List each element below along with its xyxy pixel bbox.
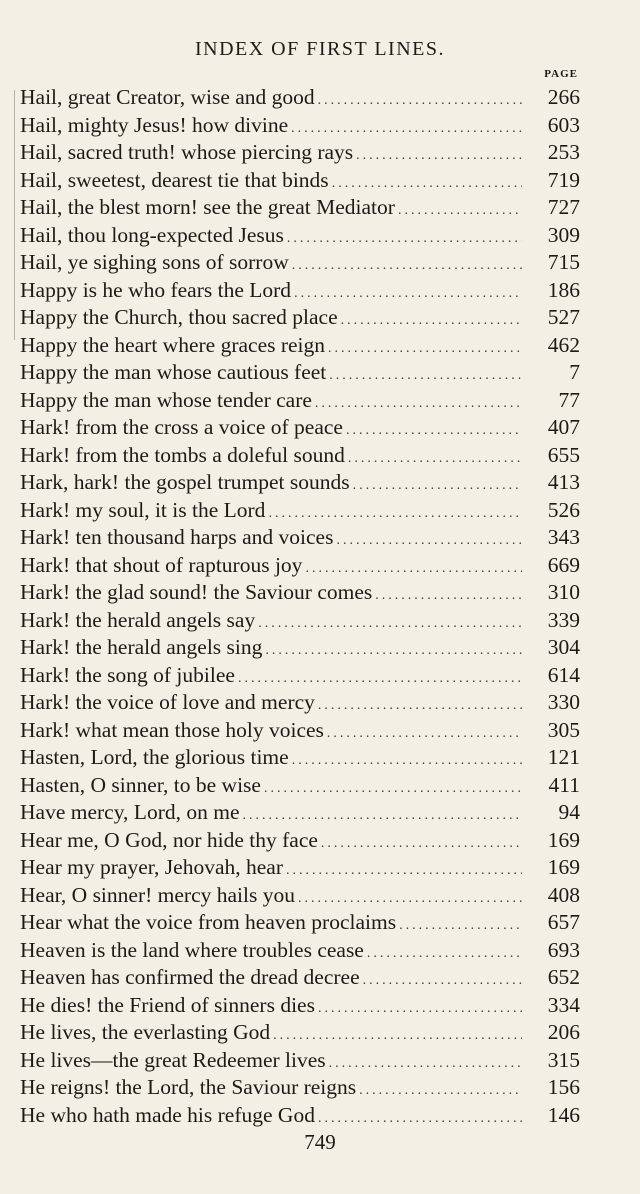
first-line-text: He who hath made his refuge God <box>20 1102 315 1127</box>
dot-leader <box>243 802 523 830</box>
dot-leader <box>329 362 522 390</box>
dot-leader <box>298 885 522 913</box>
dot-leader <box>265 637 522 665</box>
first-line-text: Happy the Church, thou sacred place <box>20 305 338 329</box>
index-entry <box>20 277 580 305</box>
page-reference: 408 <box>547 882 580 907</box>
index-entry <box>20 249 580 277</box>
page-reference: 411 <box>548 772 580 797</box>
index-entry <box>20 167 580 195</box>
dot-leader <box>346 417 522 445</box>
page-reference: 669 <box>547 552 580 577</box>
page-reference: 603 <box>547 112 580 137</box>
page-reference: 652 <box>547 965 580 989</box>
page-reference: 169 <box>547 827 580 852</box>
first-line-text: Hail, ye sighing sons of sorrow <box>20 250 289 274</box>
index-entry <box>20 304 580 332</box>
index-entry <box>20 827 580 855</box>
dot-leader <box>273 1022 522 1050</box>
index-entry <box>20 332 580 360</box>
page-reference: 266 <box>547 85 580 109</box>
first-line-text: Hasten, O sinner, to be wise <box>20 772 261 797</box>
index-entry <box>20 1102 580 1130</box>
page-reference: 186 <box>547 277 580 302</box>
dot-leader <box>318 995 522 1023</box>
first-line-text: Hail, mighty Jesus! how divine <box>20 112 289 137</box>
first-line-text: Happy the man whose cautious feet <box>20 360 327 384</box>
index-entry <box>20 84 580 112</box>
index-entry <box>20 387 580 415</box>
index-entry <box>20 854 580 882</box>
page-reference: 146 <box>547 1102 580 1127</box>
dot-leader <box>363 967 522 995</box>
first-line-text: Hear my prayer, Jehovah, hear <box>20 855 283 879</box>
dot-leader <box>264 775 522 803</box>
dot-leader <box>375 582 522 610</box>
page-reference: 7 <box>569 360 580 384</box>
page-reference: 77 <box>558 387 580 412</box>
dot-leader <box>398 197 522 225</box>
index-entry <box>20 194 580 222</box>
first-line-text: He reigns! the Lord, the Saviour reigns <box>20 1075 357 1099</box>
first-line-text: Hail, sacred truth! whose piercing rays <box>20 140 354 164</box>
index-entry <box>20 992 580 1020</box>
dot-leader <box>291 115 522 143</box>
dot-leader <box>238 665 522 693</box>
first-line-text: Hark, hark! the gospel trumpet sounds <box>20 470 350 494</box>
first-line-text: Hail, thou long-expected Jesus <box>20 222 284 247</box>
first-line-text: Hasten, Lord, the glorious time <box>20 745 289 769</box>
first-line-text: Hear, O sinner! mercy hails you <box>20 882 295 907</box>
first-line-text: Hear what the voice from heaven proclaims <box>20 910 397 934</box>
first-lines-index-list <box>20 84 580 1129</box>
dot-leader <box>329 1050 522 1078</box>
dot-leader <box>356 142 522 170</box>
index-entry <box>20 112 580 140</box>
dot-leader <box>286 857 522 885</box>
dot-leader <box>268 500 522 528</box>
page-reference: 655 <box>547 442 580 467</box>
margin-rule <box>14 90 15 340</box>
first-line-text: Hear me, O God, nor hide thy face <box>20 827 318 852</box>
dot-leader <box>318 1105 522 1133</box>
first-line-text: Hark! the glad sound! the Saviour comes <box>20 580 373 604</box>
index-entry <box>20 717 580 745</box>
first-line-text: Hark! my soul, it is the Lord <box>20 497 266 522</box>
page-reference: 253 <box>547 140 580 164</box>
page-number-folio: 749 <box>304 1130 336 1154</box>
index-entry <box>20 882 580 910</box>
page-reference: 462 <box>547 332 580 357</box>
page-reference: 343 <box>547 525 580 549</box>
first-line-text: Happy is he who fears the Lord <box>20 277 292 302</box>
dot-leader <box>294 280 522 308</box>
index-entry <box>20 964 580 992</box>
index-entry <box>20 414 580 442</box>
page-reference: 526 <box>547 497 580 522</box>
dot-leader <box>305 555 522 583</box>
first-line-text: Hark! the herald angels sing <box>20 635 263 659</box>
index-entry <box>20 1047 580 1075</box>
page-reference: 330 <box>547 690 580 714</box>
index-entry <box>20 744 580 772</box>
page-reference: 407 <box>547 415 580 439</box>
index-entry <box>20 689 580 717</box>
page-reference: 315 <box>547 1047 580 1072</box>
dot-leader <box>315 390 522 418</box>
page-reference: 719 <box>547 167 580 192</box>
page-reference: 527 <box>547 305 580 329</box>
first-line-text: Hark! the song of jubilee <box>20 662 235 687</box>
page-reference: 309 <box>547 222 580 247</box>
page-reference: 657 <box>547 910 580 934</box>
first-line-text: Hark! the voice of love and mercy <box>20 690 315 714</box>
page-reference: 727 <box>547 195 580 219</box>
index-entry <box>20 139 580 167</box>
first-line-text: Hark! ten thousand harps and voices <box>20 525 334 549</box>
index-entry <box>20 222 580 250</box>
index-entry <box>20 937 580 965</box>
dot-leader <box>287 225 522 253</box>
first-line-text: Hail, the blest morn! see the great Mediator <box>20 195 395 219</box>
index-entry <box>20 634 580 662</box>
page-reference: 715 <box>547 250 580 274</box>
index-entry <box>20 1019 580 1047</box>
first-line-text: Heaven has confirmed the dread decree <box>20 965 360 989</box>
page-reference: 156 <box>547 1075 580 1099</box>
dot-leader <box>341 307 522 335</box>
page-reference: 305 <box>547 717 580 742</box>
first-line-text: Hark! the herald angels say <box>20 607 256 632</box>
page-reference: 206 <box>547 1020 580 1044</box>
dot-leader <box>318 87 522 115</box>
page-reference: 334 <box>547 992 580 1017</box>
index-entry <box>20 909 580 937</box>
dot-leader <box>328 335 522 363</box>
first-line-text: Hark! from the cross a voice of peace <box>20 415 343 439</box>
index-entry <box>20 607 580 635</box>
index-entry <box>20 497 580 525</box>
page-reference: 693 <box>547 937 580 962</box>
page-title: INDEX OF FIRST LINES. <box>194 38 446 60</box>
index-entry <box>20 469 580 497</box>
index-entry <box>20 552 580 580</box>
first-line-text: Happy the heart where graces reign <box>20 332 326 357</box>
dot-leader <box>332 170 522 198</box>
first-line-text: He dies! the Friend of sinners dies <box>20 992 315 1017</box>
dot-leader <box>292 747 522 775</box>
first-line-text: Hark! that shout of rapturous joy <box>20 552 303 577</box>
index-entry <box>20 772 580 800</box>
first-line-text: Hail, great Creator, wise and good <box>20 85 315 109</box>
index-entry <box>20 359 580 387</box>
dot-leader <box>336 527 522 555</box>
index-entry <box>20 524 580 552</box>
page-reference: 339 <box>547 607 580 632</box>
first-line-text: Have mercy, Lord, on me <box>20 800 240 824</box>
dot-leader <box>321 830 522 858</box>
page-column-label: PAGE <box>544 68 578 80</box>
page-reference: 94 <box>558 800 580 824</box>
first-line-text: Hark! from the tombs a doleful sound <box>20 442 345 467</box>
dot-leader <box>318 692 522 720</box>
dot-leader <box>258 610 522 638</box>
dot-leader <box>327 720 522 748</box>
dot-leader <box>348 445 522 473</box>
first-line-text: He lives, the everlasting God <box>20 1020 271 1044</box>
dot-leader <box>292 252 522 280</box>
index-entry <box>20 442 580 470</box>
first-line-text: Hail, sweetest, dearest tie that binds <box>20 167 329 192</box>
dot-leader <box>399 912 522 940</box>
page-reference: 304 <box>547 635 580 659</box>
page-reference: 121 <box>547 745 580 769</box>
first-line-text: Heaven is the land where troubles cease <box>20 937 364 962</box>
page-reference: 169 <box>547 855 580 879</box>
dot-leader <box>353 472 522 500</box>
index-entry <box>20 579 580 607</box>
page-reference: 413 <box>547 470 580 494</box>
first-line-text: He lives—the great Redeemer lives <box>20 1047 326 1072</box>
index-entry <box>20 799 580 827</box>
first-line-text: Happy the man whose tender care <box>20 387 312 412</box>
page-reference: 310 <box>547 580 580 604</box>
first-line-text: Hark! what mean those holy voices <box>20 717 324 742</box>
index-entry <box>20 662 580 690</box>
index-entry <box>20 1074 580 1102</box>
page-reference: 614 <box>547 662 580 687</box>
dot-leader <box>359 1077 522 1105</box>
dot-leader <box>367 940 522 968</box>
